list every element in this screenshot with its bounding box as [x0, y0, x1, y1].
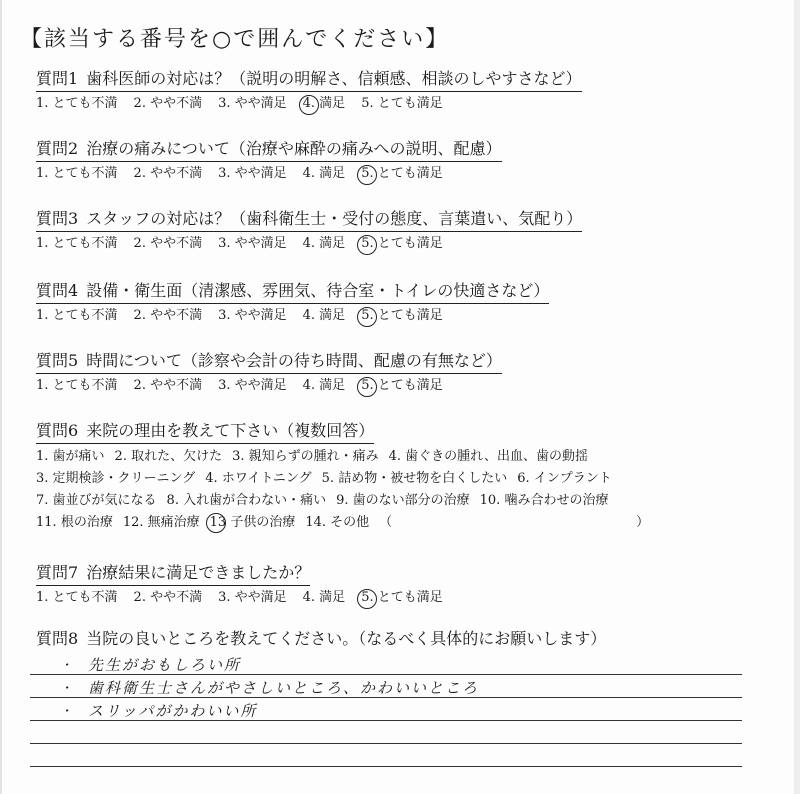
- scan-edge-right: [794, 0, 800, 794]
- choice-label: とても不満: [48, 590, 118, 605]
- other-input[interactable]: [379, 512, 649, 534]
- choice-number: 1.: [36, 590, 49, 605]
- choice-label: その他: [326, 515, 370, 530]
- question-number: 質問1: [36, 69, 79, 88]
- choice-number: 3.: [218, 96, 231, 111]
- choice-label: 歯のない部分の治療: [348, 493, 470, 508]
- choice-number: 2.: [114, 449, 127, 464]
- choice-option[interactable]: [218, 376, 287, 396]
- choice-number: 4.: [388, 449, 402, 464]
- question-2: [36, 138, 796, 184]
- question-title: [36, 68, 582, 92]
- selected-choice[interactable]: [361, 234, 443, 254]
- question-text: 治療結果に満足できましたか？: [86, 563, 311, 582]
- choice-option[interactable]: [134, 306, 203, 326]
- choice-label: とても不満: [48, 236, 118, 251]
- choice-number: 6.: [517, 471, 530, 486]
- selected-choice[interactable]: [361, 164, 443, 184]
- choice-number: 2.: [133, 378, 146, 393]
- choice-option[interactable]: [134, 94, 203, 114]
- choice-option[interactable]: [218, 234, 287, 254]
- choice-option[interactable]: [218, 306, 287, 326]
- choice-number: 2.: [133, 590, 146, 605]
- choice-option[interactable]: [36, 588, 118, 608]
- choice-label: 噛み合わせの治療: [500, 493, 609, 508]
- choice-number: 5.: [361, 96, 374, 111]
- choice-label: 満足: [315, 308, 346, 323]
- choice-number: 14.: [305, 515, 327, 530]
- choice-label: とても満足: [373, 590, 443, 605]
- choice-label: とても満足: [373, 308, 443, 323]
- choice-row: [36, 234, 796, 254]
- choice-row: [36, 376, 796, 396]
- choice-label: やや満足: [230, 378, 287, 393]
- question-number: 質問2: [36, 139, 79, 158]
- choice-row: [36, 306, 796, 326]
- choice-option[interactable]: [36, 490, 157, 512]
- choice-label: やや不満: [145, 236, 203, 251]
- choice-label: 歯ぐきの腫れ、出血、歯の動揺: [401, 449, 588, 464]
- choice-option[interactable]: [303, 588, 346, 608]
- choice-number: 1.: [36, 308, 49, 323]
- choice-option[interactable]: [218, 94, 287, 114]
- free-answer-lines: [30, 652, 742, 767]
- choice-number: 4.: [302, 378, 316, 393]
- choice-label: とても満足: [373, 166, 443, 181]
- choice-option[interactable]: [218, 164, 287, 184]
- choice-row: [36, 588, 796, 608]
- choice-label: とても不満: [48, 378, 118, 393]
- selected-choice[interactable]: [210, 512, 296, 534]
- answer-line[interactable]: [30, 652, 742, 675]
- question-text: 歯科医師の対応は？（説明の明解さ、信頼感、相談のしやすさなど）: [86, 69, 582, 88]
- choice-label: とても満足: [373, 236, 443, 251]
- question-1: [36, 68, 796, 114]
- bullet: ・: [60, 704, 75, 718]
- choice-option[interactable]: [303, 164, 346, 184]
- choice-number: 3.: [218, 378, 231, 393]
- question-6: [36, 420, 796, 534]
- choice-option[interactable]: [115, 446, 223, 468]
- handwritten-answer: スリッパがかわいい所: [88, 702, 258, 720]
- question-title: [36, 420, 374, 444]
- choice-option[interactable]: [134, 376, 203, 396]
- choice-option[interactable]: [36, 164, 118, 184]
- choice-number: 3.: [218, 308, 231, 323]
- selected-choice[interactable]: [361, 306, 443, 326]
- choice-option[interactable]: [303, 234, 346, 254]
- choice-number: 3.: [36, 471, 49, 486]
- choice-label: 満足: [315, 166, 346, 181]
- choice-label: 子供の治療: [226, 515, 296, 530]
- choice-label: 満足: [315, 96, 346, 111]
- choice-label: 取れた、欠けた: [126, 449, 223, 464]
- choice-number: 8.: [166, 493, 179, 508]
- choice-label: とても満足: [373, 378, 443, 393]
- question-title: [36, 208, 582, 232]
- choice-option[interactable]: [123, 512, 200, 534]
- choice-label: とても不満: [48, 308, 118, 323]
- choice-option[interactable]: [480, 490, 609, 512]
- choice-label: やや満足: [230, 166, 287, 181]
- choice-number: 4.: [205, 471, 218, 486]
- question-3: [36, 208, 796, 254]
- choice-number: 4.: [302, 590, 316, 605]
- choice-option[interactable]: [303, 306, 346, 326]
- choice-number: 2.: [133, 166, 146, 181]
- choice-label: 根の治療: [56, 515, 113, 530]
- choice-number: 1.: [36, 166, 49, 181]
- choice-number: 10.: [479, 493, 501, 508]
- choice-option[interactable]: [218, 588, 287, 608]
- choice-label: 満足: [315, 590, 346, 605]
- bullet: ・: [60, 681, 75, 695]
- choice-option[interactable]: [303, 376, 346, 396]
- choice-option[interactable]: [517, 468, 612, 490]
- question-title: [36, 138, 502, 162]
- selected-choice[interactable]: [361, 376, 443, 396]
- question-title: [36, 350, 502, 374]
- choice-number: 2.: [133, 236, 146, 251]
- choice-label: 親知らずの腫れ・痛み: [244, 449, 379, 464]
- choice-number: 4.: [302, 308, 316, 323]
- choice-row: [36, 164, 796, 184]
- choice-label: やや不満: [145, 96, 203, 111]
- choice-label: やや不満: [145, 378, 203, 393]
- choice-row: [36, 446, 796, 468]
- choice-option[interactable]: [134, 234, 203, 254]
- choice-label: やや満足: [230, 96, 287, 111]
- choice-option[interactable]: [36, 94, 118, 114]
- choice-number: 3.: [218, 166, 231, 181]
- choice-label: インプラント: [529, 471, 612, 486]
- choice-number: 9.: [336, 493, 349, 508]
- answer-line[interactable]: [30, 675, 742, 698]
- selected-choice[interactable]: [361, 588, 443, 608]
- choice-number: 1.: [36, 236, 49, 251]
- question-text: 当院の良いところを教えてください。（なるべく具体的にお願いします）: [86, 629, 607, 648]
- choice-row: [36, 94, 796, 114]
- choice-option[interactable]: [134, 588, 203, 608]
- question-8: [36, 628, 796, 651]
- choice-label: 歯並びが気になる: [48, 493, 157, 508]
- bullet: ・: [60, 658, 75, 672]
- choice-option[interactable]: [205, 468, 311, 490]
- selected-choice[interactable]: [303, 94, 346, 114]
- choice-option[interactable]: [36, 446, 105, 468]
- choice-label: 定期検診・クリーニング: [48, 471, 196, 486]
- choice-number: 1.: [36, 96, 49, 111]
- choice-label: とても不満: [48, 166, 118, 181]
- choice-option[interactable]: [322, 468, 508, 490]
- choice-number: 5.: [321, 471, 335, 486]
- question-number: 質問7: [36, 563, 79, 582]
- question-text: スタッフの対応は？（歯科衛生士・受付の態度、言葉遣い、気配り）: [86, 209, 583, 228]
- choice-number: 5.: [361, 164, 373, 184]
- choice-number: 1.: [36, 378, 49, 393]
- choice-option[interactable]: [134, 164, 203, 184]
- choice-label: 歯が痛い: [48, 449, 105, 464]
- instruction-heading: 【該当する番号を○で囲んでください】: [20, 27, 450, 52]
- question-7: [36, 562, 796, 608]
- choice-number: 3.: [232, 449, 245, 464]
- choice-label: とても満足: [373, 96, 443, 111]
- choice-label: とても不満: [48, 96, 118, 111]
- answer-line[interactable]: [30, 721, 742, 744]
- question-text: 設備・衛生面（清潔感、雰囲気、待合室・トイレの快適さなど）: [86, 281, 550, 300]
- question-title: [36, 280, 549, 304]
- choice-number: 2.: [133, 308, 146, 323]
- choice-number: 4.: [303, 94, 315, 114]
- choice-option[interactable]: [361, 94, 443, 114]
- choice-option[interactable]: [36, 234, 118, 254]
- choice-number: 3.: [218, 590, 231, 605]
- choice-option[interactable]: [167, 490, 327, 512]
- choice-number: 12.: [122, 515, 144, 530]
- choice-row: [36, 512, 796, 534]
- choice-option[interactable]: [36, 306, 118, 326]
- choice-option[interactable]: [36, 512, 113, 534]
- question-text: 治療の痛みについて（治療や麻酔の痛みへの説明、配慮）: [86, 139, 502, 158]
- choice-label: やや満足: [230, 308, 287, 323]
- question-number: 質問3: [36, 209, 79, 228]
- choice-label: ホワイトニング: [217, 471, 312, 486]
- question-5: [36, 350, 796, 396]
- choice-number: 11.: [36, 515, 57, 530]
- choice-number: 1.: [36, 449, 49, 464]
- question-text: 来院の理由を教えて下さい（複数回答）: [86, 421, 375, 440]
- choice-number: 13: [210, 512, 227, 534]
- question-title: [36, 628, 606, 651]
- answer-line[interactable]: [30, 698, 742, 721]
- question-title: [36, 562, 310, 586]
- choice-label: 満足: [315, 378, 346, 393]
- question-4: [36, 280, 796, 326]
- choice-number: 3.: [218, 236, 231, 251]
- choice-option[interactable]: [232, 446, 379, 468]
- choice-row: [36, 490, 796, 512]
- question-text: 時間について（診察や会計の待ち時間、配慮の有無など）: [86, 351, 502, 370]
- question-number: 質問8: [36, 629, 79, 648]
- choice-number: 5.: [361, 376, 373, 396]
- choice-label: 無痛治療: [143, 515, 200, 530]
- handwritten-answer: 歯科衛生士さんがやさしいところ、かわいいところ: [88, 679, 480, 697]
- choice-label: やや不満: [145, 590, 203, 605]
- choice-number: 7.: [36, 493, 49, 508]
- choice-option[interactable]: [36, 468, 195, 490]
- choice-option[interactable]: [336, 490, 470, 512]
- scan-edge: [0, 0, 2, 794]
- answer-line[interactable]: [30, 744, 742, 767]
- choice-number: 4.: [302, 166, 316, 181]
- paren-close: ）: [636, 515, 650, 530]
- choice-label: 満足: [315, 236, 346, 251]
- choice-label: やや満足: [230, 236, 287, 251]
- choice-number: 5.: [361, 588, 373, 608]
- choice-label: やや不満: [145, 166, 203, 181]
- choice-option[interactable]: [389, 446, 588, 468]
- question-number: 質問4: [36, 281, 79, 300]
- question-number: 質問5: [36, 351, 79, 370]
- choice-number: 5.: [361, 306, 373, 326]
- choice-number: 2.: [133, 96, 146, 111]
- choice-option[interactable]: [36, 376, 118, 396]
- choice-label: やや満足: [230, 590, 287, 605]
- choice-number: 5.: [361, 234, 373, 254]
- choice-row: [36, 468, 796, 490]
- choice-label: 詰め物・被せ物を白くしたい: [334, 471, 508, 486]
- paren-open: （: [379, 515, 393, 530]
- choice-number: 4.: [302, 236, 316, 251]
- choice-option[interactable]: [305, 512, 369, 534]
- choice-label: やや不満: [145, 308, 203, 323]
- choice-label: 入れ歯が合わない・痛い: [178, 493, 327, 508]
- question-number: 質問6: [36, 421, 79, 440]
- handwritten-answer: 先生がおもしろい所: [88, 656, 242, 674]
